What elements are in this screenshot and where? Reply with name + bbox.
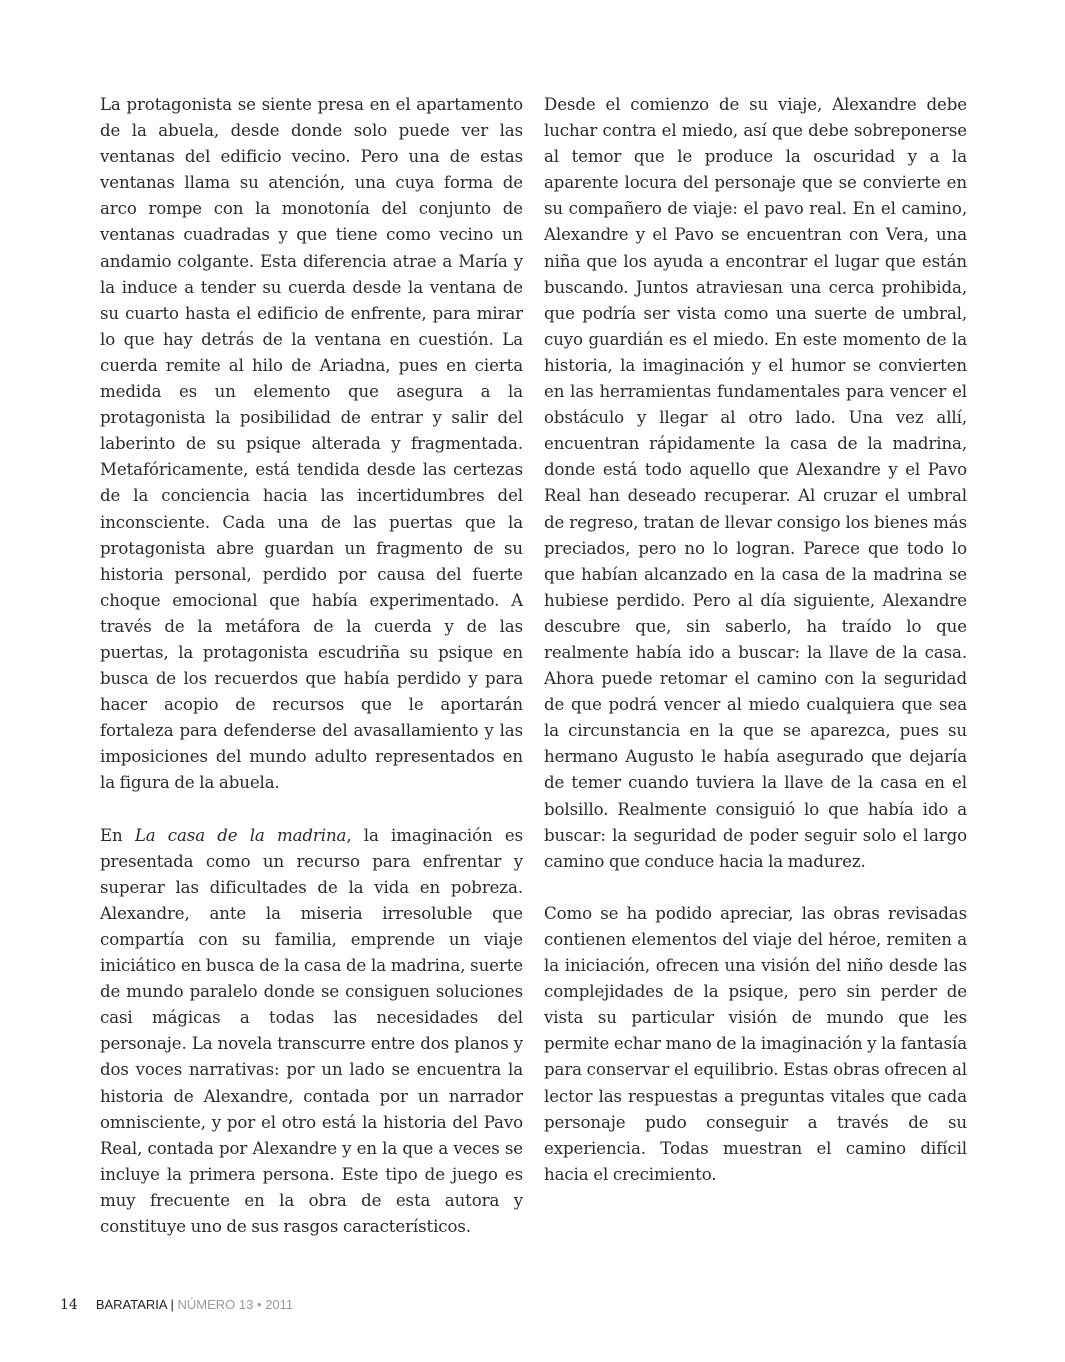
right-column [544,92,967,1188]
paragraph: La protagonista se siente presa en el apartamento de la abuela, desde donde solo puede ver las ventanas del edificio vecino. Pero una de estas ventanas llama su atención, una cuya forma de arco rompe con la monotonía del conjunto de ventanas cuadradas y que tiene como vecino un andamio colgante. Esta diferencia atrae a María y la induce a tender su cuerda desde la ventana de su cuarto hasta el edificio de enfrente, para mirar lo que hay detrás de la ventana en cuestión. La cuerda remite al hilo de Ariadna, pues en cierta medida es un elemento que asegura a la protagonista la posibilidad de entrar y salir del laberinto de su psique alterada y fragmentada. Metafóricamente, está tendida desde las certezas de la conciencia hacia las incertidumbres del inconsciente. Cada una de las puertas que la protagonista abre guardan un fragmento de su historia personal, perdido por causa del fuerte choque emocional que había experimentado. A través de la metáfora de la cuerda y de las puertas, la protagonista escudriña su psique en busca de los recuerdos que había perdido y para hacer acopio de recursos que le aportarán fortaleza para defenderse del avasallamiento y las imposiciones del mundo adulto representados en la figura de la abuela. [100,95,523,793]
publication-year: 2011 [265,1297,294,1312]
page-number: 14 [60,1297,78,1313]
paragraph: Desde el comienzo de su viaje, Alexandre debe luchar contra el miedo, así que debe sobreponerse al temor que le produce la oscuridad y a la aparente locura del personaje que se convierte en su compañero de viaje: el pavo real. En el camino, Alexandre y el Pavo se encuentran con Vera, una niña que los ayuda a encontrar el lugar que están buscando. Juntos atraviesan una cerca prohibida, que podría ser vista como una suerte de umbral, cuyo guardián es el miedo. En este momento de la historia, la imaginación y el humor se convierten en las herramientas fundamentales para vencer el obstáculo y llegar al otro lado. Una vez allí, encuentran rápidamente la casa de la madrina, donde está todo aquello que Alexandre y el Pavo Real han deseado recuperar. Al cruzar el umbral de regreso, tratan de llevar consigo los bienes más preciados, pero no lo logran. Parece que todo lo que habían alcanzado en la casa de la madrina se hubiese perdido. Pero al día siguiente, Alexandre descubre que, sin saberlo, ha traído lo que realmente había ido a buscar: la llave de la casa. Ahora puede retomar el camino con la seguridad de que podrá vencer al miedo cualquiera que sea la circunstancia en la que se aparezca, pues su hermano Augusto le había asegurado que dejaría de temer cuando tuviera la llave de la casa en el bolsillo. Realmente consiguió lo que había ido a buscar: la seguridad de poder seguir solo el largo camino que conduce hacia la madurez. [544,95,967,871]
paragraph [100,823,523,1241]
paragraph: Como se ha podido apreciar, las obras revisadas contienen elementos del viaje del héroe, remiten a la iniciación, ofrecen una visión del niño desde las complejidades de la psique, pero sin perder de vista su particular visión de mundo que les permite echar mano de la imaginación y la fantasía para conservar el equilibrio. Estas obras ofrecen al lector las respuestas a preguntas vitales que cada personaje pudo conseguir a través de su experiencia. Todas muestran el camino difícil hacia el crecimiento. [544,903,967,1184]
footer-separator: | [170,1297,174,1312]
paragraph-prefix: En [100,825,135,845]
footer-bullet: • [257,1297,262,1312]
paragraph-body: , la imaginación es presentada como un recurso para enfrentar y superar las dificultades de la vida en pobreza. Alexandre, ante la miseria irresoluble que compartía con su familia, emprende un viaje iniciático en busca de la casa de la madrina, suerte de mundo paralelo donde se consiguen soluciones casi mágicas a todas las necesidades del personaje. La novela transcurre entre dos planos y dos voces narrativas: por un lado se encuentra la historia de Alexandre, contada por un narrador omnisciente, y por el otro está la historia del Pavo Real, contada por Alexandre y en la que a veces se incluye la primera persona. Este tipo de juego es muy frecuente en la obra de esta autora y constituye uno de sus rasgos característicos. [100,825,523,1237]
book-title: La casa de la madrina [134,825,347,845]
page-footer [60,1295,293,1316]
issue-number: NÚMERO 13 [177,1297,254,1312]
journal-name: BARATARIA [95,1297,167,1312]
left-column [100,92,523,1240]
